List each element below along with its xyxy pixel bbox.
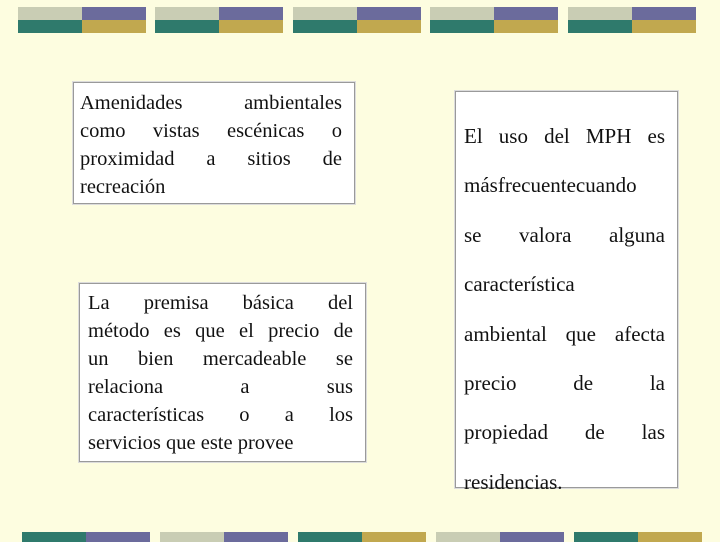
decorative-tile [160, 532, 290, 542]
text-line: ambiental que afecta [464, 321, 665, 346]
amenidades-text-box [73, 82, 355, 204]
text-line: un bien mercadeable se [88, 348, 353, 370]
text-line: másfrecuentecuando [464, 173, 637, 198]
decorative-tile [18, 7, 148, 33]
text-line: residencias. [464, 469, 563, 494]
bottom-decorative-band [0, 532, 720, 542]
text-line: proximidad a sitios de [80, 148, 342, 170]
decorative-tile [155, 7, 285, 33]
decorative-tile [293, 7, 423, 33]
premisa-text-box [79, 283, 366, 462]
text-line: El uso del MPH es [464, 124, 665, 148]
text-line: La premisa básica del [88, 292, 353, 314]
text-line: precio de la [464, 371, 665, 396]
text-line: características o a los [88, 404, 353, 426]
text-line: método es que el precio de [88, 320, 353, 342]
decorative-tile [568, 7, 698, 33]
text-line: servicios que este provee [88, 432, 294, 454]
top-decorative-band [0, 4, 720, 34]
decorative-tile [436, 532, 566, 542]
text-line: característica [464, 272, 575, 297]
decorative-tile [574, 532, 704, 542]
text-line: propiedad de las [464, 420, 665, 445]
text-line: como vistas escénicas o [80, 120, 342, 142]
decorative-tile [298, 532, 428, 542]
text-line: se valora alguna [464, 222, 665, 247]
text-line: recreación [80, 176, 166, 198]
decorative-tile [22, 532, 152, 542]
text-line: Amenidades ambientales [80, 92, 342, 114]
text-line: relaciona a sus [88, 376, 353, 398]
decorative-tile [430, 7, 560, 33]
uso-mph-text-box [455, 91, 678, 494]
